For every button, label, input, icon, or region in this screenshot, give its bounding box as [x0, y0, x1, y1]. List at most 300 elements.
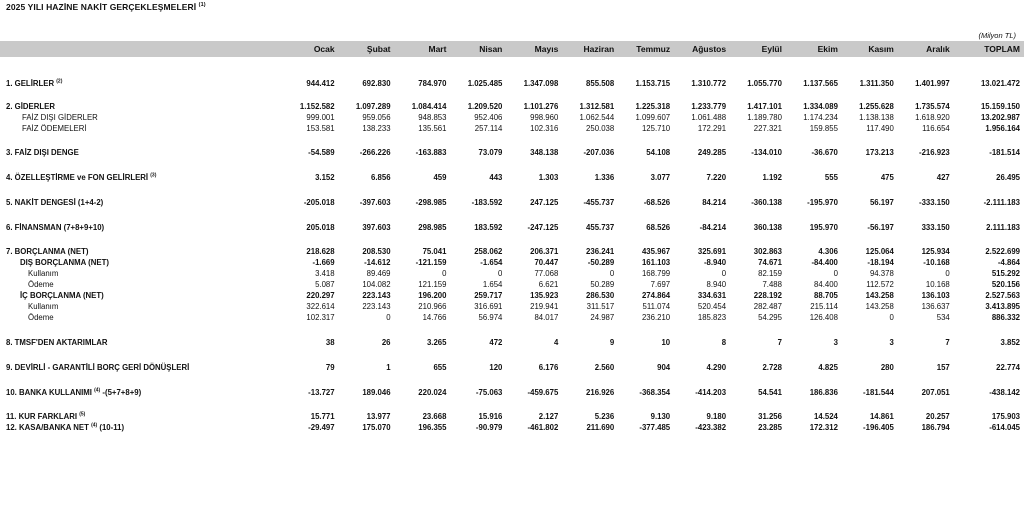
value-cell: 2.728: [762, 363, 782, 372]
value-cell: 1.099.607: [635, 113, 671, 122]
value-cell: -455.737: [583, 198, 615, 207]
value-cell: 257.114: [474, 124, 503, 133]
row-label: [0, 172, 283, 183]
value-cell: 3.418: [315, 269, 335, 278]
value-cell: 54.541: [758, 388, 782, 397]
total-cell: 2.522.699: [985, 247, 1020, 256]
row-label: [0, 101, 283, 112]
value-cell: 311.517: [586, 302, 615, 311]
total-cell: 22.774: [996, 363, 1020, 372]
value-cell: 8.940: [706, 280, 727, 289]
column-header: Temmuz: [618, 41, 674, 57]
value-cell: 185.823: [697, 313, 727, 322]
value-cell: 135.561: [418, 124, 447, 133]
value-cell: 14.861: [869, 412, 894, 421]
value-cell: 1.138.138: [859, 113, 894, 122]
spacer-row: [0, 348, 1024, 362]
value-cell: -36.670: [811, 148, 838, 157]
value-cell: 153.581: [306, 124, 335, 133]
value-cell: 26: [381, 338, 391, 347]
value-cell: 6.856: [371, 173, 391, 182]
value-cell: 0: [721, 269, 727, 278]
value-cell: 0: [498, 269, 503, 278]
value-cell: 249.285: [697, 148, 727, 157]
value-cell: 54.108: [646, 148, 671, 157]
value-cell: 14.524: [814, 412, 838, 421]
footnote-marker: (3): [150, 172, 157, 179]
row-label-text: Ödeme: [28, 280, 54, 289]
value-cell: 0: [442, 269, 447, 278]
value-cell: 10.168: [925, 280, 950, 289]
value-cell: 455.737: [586, 223, 615, 232]
column-header: Şubat: [339, 41, 395, 57]
row-label-text: 1. GELİRLER: [6, 79, 55, 88]
spacer-row: [0, 134, 1024, 147]
value-cell: 435.967: [641, 247, 671, 256]
value-cell: 159.855: [809, 124, 838, 133]
row-label: [0, 112, 283, 123]
table-row: [0, 337, 1024, 348]
value-cell: 298.985: [418, 223, 447, 232]
value-cell: 3.077: [650, 173, 671, 182]
column-header: Aralık: [898, 41, 954, 57]
table-row: [0, 257, 1024, 268]
row-label-suffix: (10-11): [97, 423, 125, 432]
value-cell: 334.631: [697, 291, 727, 300]
value-cell: 138.233: [362, 124, 391, 133]
value-cell: -298.985: [415, 198, 447, 207]
spacer-cell: [0, 208, 1024, 222]
value-cell: 175.070: [362, 423, 391, 432]
value-cell: 4: [553, 338, 559, 347]
row-label: [0, 362, 283, 373]
spacer-row: [0, 233, 1024, 246]
value-cell: 196.200: [418, 291, 447, 300]
value-cell: 1.097.289: [355, 102, 391, 111]
value-cell: 0: [386, 313, 391, 322]
value-cell: 348.138: [530, 148, 559, 157]
value-cell: 2.560: [594, 363, 615, 372]
spacer-cell: [0, 158, 1024, 172]
value-cell: 89.469: [366, 269, 391, 278]
value-cell: 1.336: [594, 173, 615, 182]
column-header: Eylül: [730, 41, 786, 57]
value-cell: -461.802: [527, 423, 559, 432]
value-cell: 4.825: [818, 363, 838, 372]
value-cell: 228.192: [753, 291, 782, 300]
value-cell: 1.347.098: [523, 79, 559, 88]
value-cell: 9.180: [706, 412, 727, 421]
value-cell: 117.490: [866, 124, 894, 133]
table-row: [0, 246, 1024, 257]
value-cell: 397.603: [362, 223, 391, 232]
value-cell: 427: [936, 173, 950, 182]
value-cell: 1.735.574: [915, 102, 950, 111]
value-cell: 82.159: [758, 269, 782, 278]
value-cell: 259.717: [474, 291, 503, 300]
value-cell: -397.603: [359, 198, 391, 207]
value-cell: 948.853: [418, 113, 447, 122]
value-cell: -423.382: [695, 423, 727, 432]
value-cell: 223.143: [362, 302, 391, 311]
value-cell: 236.241: [586, 247, 615, 256]
value-cell: 116.654: [922, 124, 950, 133]
row-label-text: 5. NAKİT DENGESİ (1+4-2): [6, 198, 104, 207]
row-label-text: 2. GİDERLER: [6, 102, 55, 111]
value-cell: 84.400: [814, 280, 838, 289]
value-cell: 112.572: [866, 280, 894, 289]
value-cell: 219.941: [530, 302, 559, 311]
value-cell: 56.974: [478, 313, 503, 322]
row-label: [0, 123, 283, 134]
table-row: [0, 101, 1024, 112]
table-row: [0, 123, 1024, 134]
value-cell: 4.306: [818, 247, 838, 256]
value-cell: 1.189.780: [747, 113, 782, 122]
value-cell: 1: [386, 363, 391, 372]
value-cell: 143.258: [865, 302, 894, 311]
total-cell: -4.864: [997, 258, 1020, 267]
value-cell: 161.103: [641, 258, 671, 267]
value-cell: 8: [721, 338, 727, 347]
spacer-row: [0, 373, 1024, 387]
header-label-cell: [0, 41, 283, 57]
row-label-text: Ödeme: [28, 313, 54, 322]
column-header: Mayıs: [506, 41, 562, 57]
table-body: [0, 57, 1024, 433]
table-row: [0, 301, 1024, 312]
value-cell: 302.863: [753, 247, 782, 256]
value-cell: 6.176: [538, 363, 559, 372]
value-cell: 286.530: [586, 291, 615, 300]
value-cell: -18.194: [867, 258, 894, 267]
footnote-marker: (2): [56, 78, 63, 85]
row-label-text: Kullanım: [28, 269, 59, 278]
table-row: [0, 112, 1024, 123]
value-cell: 999.001: [306, 113, 335, 122]
value-cell: 208.530: [362, 247, 391, 256]
column-header: Ekim: [786, 41, 842, 57]
table-row: [0, 290, 1024, 301]
table-row: [0, 279, 1024, 290]
spacer-cell: [0, 89, 1024, 101]
footnote-marker: (5): [79, 411, 86, 418]
value-cell: 215.114: [810, 302, 838, 311]
value-cell: 1.654: [482, 280, 503, 289]
value-cell: 54.295: [758, 313, 782, 322]
total-cell: 15.159.150: [980, 102, 1020, 111]
row-label: [0, 301, 283, 312]
table-row: [0, 268, 1024, 279]
value-cell: 959.056: [362, 113, 391, 122]
value-cell: -29.497: [308, 423, 335, 432]
total-cell: -181.514: [989, 148, 1020, 157]
value-cell: 75.041: [422, 247, 447, 256]
value-cell: 23.285: [758, 423, 782, 432]
value-cell: -50.289: [587, 258, 615, 267]
total-cell: 13.021.472: [980, 79, 1020, 88]
value-cell: 227.321: [753, 124, 782, 133]
value-cell: 1.209.520: [467, 102, 503, 111]
value-cell: 655: [433, 363, 447, 372]
value-cell: 207.051: [921, 388, 950, 397]
value-cell: 1.255.628: [859, 102, 894, 111]
value-cell: 2.127: [538, 412, 559, 421]
value-cell: 855.508: [586, 79, 615, 88]
row-label: [0, 312, 283, 323]
spacer-cell: [0, 398, 1024, 411]
table-row: [0, 147, 1024, 158]
value-cell: -14.612: [364, 258, 391, 267]
value-cell: 472: [489, 338, 503, 347]
report-title: 2025 YILI HAZİNE NAKİT GERÇEKLEŞMELERİ $^{(1)}$: [6, 2, 206, 12]
value-cell: 511.074: [642, 302, 671, 311]
row-label: [0, 337, 283, 348]
value-cell: 1.025.485: [467, 79, 503, 88]
value-cell: 5.087: [315, 280, 335, 289]
value-cell: 9: [609, 338, 615, 347]
value-cell: -13.727: [308, 388, 335, 397]
value-cell: 274.864: [641, 291, 671, 300]
value-cell: 904: [657, 363, 671, 372]
value-cell: 236.210: [641, 313, 671, 322]
spacer-cell: [0, 233, 1024, 246]
value-cell: -54.589: [308, 148, 335, 157]
value-cell: 84.017: [534, 313, 559, 322]
value-cell: 173.213: [865, 148, 894, 157]
value-cell: -266.226: [359, 148, 391, 157]
total-cell: 26.495: [996, 173, 1020, 182]
row-label-text: DIŞ BORÇLANMA (NET): [20, 258, 109, 267]
value-cell: 534: [936, 313, 950, 322]
value-cell: 692.830: [362, 79, 391, 88]
value-cell: 1.062.544: [579, 113, 615, 122]
value-cell: 1.417.101: [747, 102, 782, 111]
row-label-text: 4. ÖZELLEŞTİRME ve FON GELİRLERİ: [6, 173, 149, 182]
value-cell: 6.621: [538, 280, 559, 289]
row-label: [0, 422, 283, 433]
spacer-cell: [0, 348, 1024, 362]
value-cell: 94.378: [869, 269, 894, 278]
value-cell: 189.046: [362, 388, 391, 397]
value-cell: 205.018: [306, 223, 335, 232]
value-cell: 88.705: [814, 291, 838, 300]
value-cell: 20.257: [925, 412, 950, 421]
value-cell: -163.883: [415, 148, 447, 157]
value-cell: 952.406: [474, 113, 503, 122]
row-label-text: Kullanım: [28, 302, 59, 311]
row-label: [0, 411, 283, 422]
value-cell: 0: [889, 313, 894, 322]
spacer-row: [0, 158, 1024, 172]
value-cell: -8.940: [703, 258, 727, 267]
value-cell: 998.960: [530, 113, 559, 122]
value-cell: 24.987: [590, 313, 615, 322]
row-label-text: 11. KUR FARKLARI: [6, 412, 78, 421]
value-cell: 220.024: [418, 388, 447, 397]
value-cell: 84.214: [702, 198, 727, 207]
value-cell: 15.916: [478, 412, 503, 421]
table-row: [0, 387, 1024, 398]
total-cell: 175.903: [991, 412, 1020, 421]
value-cell: 3.152: [315, 173, 335, 182]
row-label-suffix: -(5+7+8+9): [100, 388, 142, 397]
value-cell: 0: [945, 269, 950, 278]
value-cell: 7.697: [650, 280, 671, 289]
table-row: [0, 422, 1024, 433]
value-cell: 3: [833, 338, 838, 347]
value-cell: 121.159: [418, 280, 447, 289]
row-label-text: 3. FAİZ DIŞI DENGE: [6, 148, 79, 157]
total-cell: -614.045: [989, 423, 1020, 432]
total-cell: 2.111.183: [986, 223, 1020, 232]
row-label: [0, 268, 283, 279]
value-cell: -10.168: [923, 258, 950, 267]
value-cell: 1.055.770: [747, 79, 782, 88]
spacer-cell: [0, 57, 1024, 78]
value-cell: 77.068: [534, 269, 559, 278]
value-cell: 210.966: [418, 302, 447, 311]
value-cell: 216.926: [586, 388, 615, 397]
table-row: [0, 172, 1024, 183]
value-cell: -1.654: [480, 258, 503, 267]
spacer-row: [0, 398, 1024, 411]
row-label-text: FAİZ DIŞI GİDERLER: [22, 113, 98, 122]
value-cell: -414.203: [695, 388, 727, 397]
row-label-text: 8. TMSF'DEN AKTARIMLAR: [6, 338, 108, 347]
value-cell: 50.289: [590, 280, 615, 289]
value-cell: 211.690: [586, 423, 615, 432]
spacer-row: [0, 183, 1024, 197]
header-row: [0, 41, 1024, 57]
spacer-cell: [0, 373, 1024, 387]
value-cell: 784.970: [418, 79, 447, 88]
value-cell: 333.150: [921, 223, 950, 232]
row-label-text: 12. KASA/BANKA NET: [6, 423, 89, 432]
value-cell: 172.291: [697, 124, 727, 133]
value-cell: 475: [880, 173, 894, 182]
column-header: Kasım: [842, 41, 898, 57]
row-label: [0, 279, 283, 290]
value-cell: 1.192: [762, 173, 782, 182]
value-cell: 38: [325, 338, 335, 347]
total-cell: -438.142: [989, 388, 1020, 397]
row-label: [0, 257, 283, 268]
value-cell: 143.258: [865, 291, 894, 300]
column-header: Haziran: [562, 41, 618, 57]
spacer-row: [0, 57, 1024, 78]
table-row: [0, 197, 1024, 208]
column-header: TOPLAM: [954, 41, 1024, 57]
value-cell: 1.233.779: [691, 102, 727, 111]
spacer-cell: [0, 323, 1024, 337]
value-cell: -134.010: [751, 148, 782, 157]
total-cell: 1.956.164: [985, 124, 1020, 133]
spacer-row: [0, 208, 1024, 222]
value-cell: -333.150: [918, 198, 950, 207]
value-cell: 555: [824, 173, 838, 182]
value-cell: 1.084.414: [411, 102, 447, 111]
spacer-cell: [0, 183, 1024, 197]
row-label: [0, 147, 283, 158]
value-cell: -247.125: [527, 223, 559, 232]
value-cell: 0: [833, 269, 838, 278]
row-label: [0, 222, 283, 233]
value-cell: 9.130: [650, 412, 671, 421]
value-cell: -1.669: [312, 258, 335, 267]
column-header: Ocak: [283, 41, 339, 57]
value-cell: 56.197: [869, 198, 894, 207]
value-cell: 10: [661, 338, 671, 347]
value-cell: 247.125: [530, 198, 559, 207]
value-cell: 1.311.350: [859, 79, 894, 88]
value-cell: -121.159: [415, 258, 447, 267]
value-cell: 1.225.318: [635, 102, 671, 111]
value-cell: -360.138: [751, 198, 782, 207]
row-label-text: 6. FİNANSMAN (7+8+9+10): [6, 223, 105, 232]
value-cell: 1.334.089: [803, 102, 838, 111]
value-cell: 322.614: [306, 302, 335, 311]
total-cell: -2.111.183: [983, 198, 1020, 207]
row-label: [0, 78, 283, 89]
value-cell: 443: [489, 173, 503, 182]
value-cell: 135.923: [530, 291, 559, 300]
value-cell: 206.371: [530, 247, 559, 256]
value-cell: 1.303: [538, 173, 559, 182]
value-cell: 7.488: [762, 280, 782, 289]
value-cell: 1.101.276: [523, 102, 559, 111]
value-cell: 73.079: [478, 148, 503, 157]
value-cell: -195.970: [807, 198, 838, 207]
value-cell: 1.174.234: [803, 113, 838, 122]
value-cell: 126.408: [809, 313, 838, 322]
value-cell: -84.400: [811, 258, 838, 267]
total-cell: 3.852: [1000, 338, 1020, 347]
value-cell: 125.710: [641, 124, 671, 133]
value-cell: 186.794: [921, 423, 950, 432]
value-cell: 5.236: [594, 412, 615, 421]
value-cell: 459: [433, 173, 447, 182]
value-cell: 125.934: [921, 247, 950, 256]
value-cell: 520.454: [697, 302, 727, 311]
value-cell: 172.312: [809, 423, 838, 432]
value-cell: 1.061.488: [691, 113, 727, 122]
table-row: [0, 78, 1024, 89]
total-cell: 515.292: [991, 269, 1020, 278]
value-cell: 1.618.920: [915, 113, 950, 122]
total-cell: 520.156: [991, 280, 1020, 289]
value-cell: 186.836: [809, 388, 838, 397]
value-cell: 7: [945, 338, 950, 347]
value-cell: 325.691: [697, 247, 727, 256]
value-cell: 1.137.565: [803, 79, 838, 88]
value-cell: 104.082: [362, 280, 391, 289]
value-cell: 1.312.581: [579, 102, 615, 111]
footnote-marker: (4): [91, 422, 98, 429]
row-label-text: FAİZ ÖDEMELERİ: [22, 124, 87, 133]
value-cell: 3.265: [426, 338, 447, 347]
value-cell: 196.355: [418, 423, 447, 432]
row-label: [0, 387, 283, 398]
table-row: [0, 362, 1024, 373]
value-cell: -377.485: [639, 423, 671, 432]
value-cell: 1.401.997: [915, 79, 950, 88]
value-cell: 1.310.772: [691, 79, 727, 88]
value-cell: 120: [489, 363, 503, 372]
value-cell: 14.766: [422, 313, 447, 322]
value-cell: 70.447: [534, 258, 559, 267]
value-cell: 944.412: [306, 79, 335, 88]
